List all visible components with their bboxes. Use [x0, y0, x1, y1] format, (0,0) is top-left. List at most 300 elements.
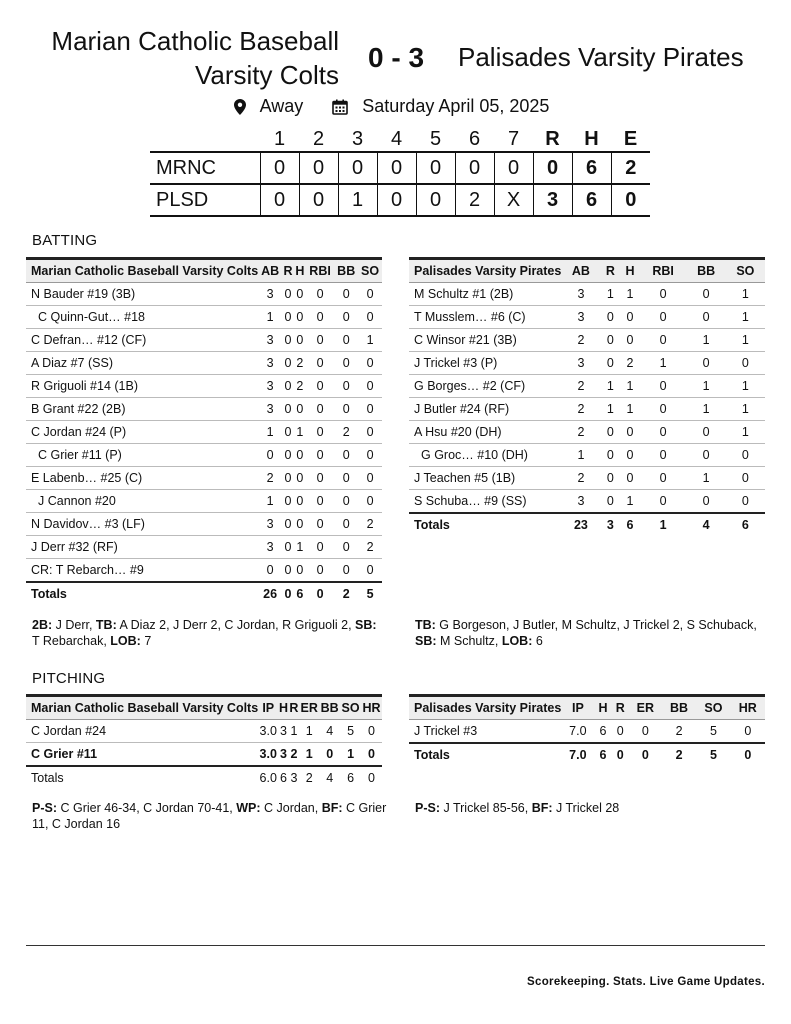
inning-score: 0	[377, 152, 416, 184]
inning-header: 1	[273, 128, 286, 150]
stat-value: 0	[358, 398, 382, 421]
stat-column-header: H	[278, 696, 288, 720]
stat-column-header: BB	[334, 259, 358, 283]
note-label: TB:	[415, 618, 436, 632]
player-name: J Trickel #3 (P)	[409, 352, 561, 375]
stat-value: 0	[294, 398, 306, 421]
stat-value: 0	[358, 352, 382, 375]
table-row	[26, 743, 382, 766]
stat-value: 2	[561, 329, 600, 352]
stat-column-header: H	[294, 259, 306, 283]
stat-value: 0	[687, 421, 726, 444]
stat-value: 1	[620, 375, 640, 398]
stat-value: 0	[601, 352, 621, 375]
table-row	[26, 398, 382, 421]
player-name: C Quinn-Gut… #18	[26, 306, 258, 329]
stat-value: 0	[282, 421, 294, 444]
stat-value: 0	[620, 329, 640, 352]
player-name: J Trickel #3	[409, 720, 561, 743]
stat-column-header: R	[282, 259, 294, 283]
away-pitching-table	[409, 694, 765, 766]
inning-header: 3	[351, 128, 364, 150]
stat-value: 1	[726, 421, 765, 444]
note-label: SB:	[355, 618, 377, 632]
stat-value: 2	[620, 352, 640, 375]
stat-value: 0	[306, 421, 334, 444]
table-row	[26, 421, 382, 444]
total-value: 7.0	[561, 743, 594, 766]
player-name: C Winsor #21 (3B)	[409, 329, 561, 352]
total-value: 2	[334, 582, 358, 605]
stat-value: 0	[334, 490, 358, 513]
stat-value: 3	[258, 513, 282, 536]
stat-value: 0	[282, 375, 294, 398]
stat-value: 1	[726, 329, 765, 352]
stat-value: 0	[294, 283, 306, 306]
stat-value: 0	[306, 467, 334, 490]
stat-value: 1	[620, 398, 640, 421]
stat-value: 0	[282, 352, 294, 375]
stat-value: 0	[334, 329, 358, 352]
total-value: 6	[294, 582, 306, 605]
stat-column-header: BB	[662, 696, 696, 720]
team-column-header: Palisades Varsity Pirates	[409, 696, 561, 720]
stat-value: 1	[726, 375, 765, 398]
stat-column-header: ER	[629, 696, 662, 720]
table-row	[26, 352, 382, 375]
stat-value: 0	[640, 467, 687, 490]
table-row	[26, 444, 382, 467]
note-label: 2B:	[32, 618, 53, 632]
player-name: C Jordan #24	[26, 720, 258, 743]
inning-score: 1	[338, 184, 377, 216]
stat-value: 0	[294, 467, 306, 490]
stat-value: 0	[306, 490, 334, 513]
stat-value: 0	[726, 467, 765, 490]
table-row	[26, 490, 382, 513]
stat-column-header: HR	[361, 696, 382, 720]
stat-value: 1	[258, 490, 282, 513]
stat-value: 3	[258, 375, 282, 398]
stat-value: 0	[282, 329, 294, 352]
linescore-row	[150, 152, 650, 184]
home-batting-notes	[32, 617, 382, 649]
total-value: 23	[561, 513, 600, 536]
stat-value: 0	[334, 536, 358, 559]
table-row	[26, 720, 382, 743]
stat-column-header: BB	[687, 259, 726, 283]
stat-value: 0	[334, 467, 358, 490]
stat-value: 0	[640, 375, 687, 398]
stat-value: 1	[258, 306, 282, 329]
linescore-total: 3	[533, 184, 572, 216]
stat-value: 7.0	[561, 720, 594, 743]
stat-value: 0	[640, 444, 687, 467]
note-text: C Jordan,	[260, 801, 322, 815]
total-value: 0	[612, 743, 629, 766]
stat-value: 0	[306, 306, 334, 329]
totals-label: Totals	[409, 513, 561, 536]
linescore-team: MRNC	[150, 152, 260, 184]
hits-header: H	[584, 128, 599, 150]
stat-value: 1	[687, 467, 726, 490]
stat-value: 2	[334, 421, 358, 444]
stat-column-header: AB	[561, 259, 600, 283]
stat-column-header: ER	[299, 696, 319, 720]
stat-value: 0	[334, 306, 358, 329]
inning-score: 2	[455, 184, 494, 216]
total-value: 0	[282, 582, 294, 605]
stat-value: 0	[294, 559, 306, 582]
inning-header: 6	[468, 128, 481, 150]
location: Away	[234, 96, 312, 117]
stat-value: 3	[561, 352, 600, 375]
inning-score: 0	[338, 152, 377, 184]
stat-value: 0	[620, 467, 640, 490]
player-name: S Schuba… #9 (SS)	[409, 490, 561, 513]
stat-value: 3	[561, 306, 600, 329]
player-name: J Cannon #20	[26, 490, 258, 513]
stats-header-row	[409, 259, 765, 283]
away-batting-table	[409, 257, 765, 536]
note-label: BF:	[531, 801, 553, 815]
total-value: 3	[289, 766, 299, 789]
stat-value: 0	[306, 283, 334, 306]
stat-column-header: R	[289, 696, 299, 720]
stat-value: 0	[601, 490, 621, 513]
stat-value: 0	[640, 398, 687, 421]
stat-value: 0	[358, 559, 382, 582]
location-pin-icon	[234, 99, 246, 115]
player-name: J Butler #24 (RF)	[409, 398, 561, 421]
stat-value: 0	[601, 306, 621, 329]
stat-value: 0	[334, 352, 358, 375]
stat-value: 0	[640, 329, 687, 352]
stat-value: 0	[334, 513, 358, 536]
stat-value: 2	[662, 720, 696, 743]
total-value: 1	[640, 513, 687, 536]
stat-value: 2	[561, 375, 600, 398]
stat-value: 0	[687, 306, 726, 329]
stat-value: 0	[620, 306, 640, 329]
player-name: A Diaz #7 (SS)	[26, 352, 258, 375]
away-batting-notes	[415, 617, 760, 649]
stats-header-row	[409, 696, 765, 720]
stat-value: 0	[620, 444, 640, 467]
player-name: C Grier #11 (P)	[26, 444, 258, 467]
stat-value: 0	[334, 283, 358, 306]
linescore-total: 0	[611, 184, 650, 216]
stat-value: 3	[561, 283, 600, 306]
footer-tagline: Scorekeeping. Stats. Live Game Updates.	[527, 976, 765, 988]
inning-score: 0	[260, 152, 299, 184]
inning-score: 0	[260, 184, 299, 216]
note-text: A Diaz 2, J Derr 2, C Jordan, R Griguoli 2,	[116, 618, 356, 632]
note-label: SB:	[415, 634, 437, 648]
linescore-total: 0	[533, 152, 572, 184]
inning-score: 0	[377, 184, 416, 216]
table-row	[409, 720, 765, 743]
stat-column-header: IP	[258, 696, 278, 720]
pitching-section-title: PITCHING	[32, 670, 106, 687]
note-text: C Grier 46-34, C Jordan 70-41,	[57, 801, 237, 815]
total-value: 0	[731, 743, 765, 766]
inning-header: 4	[390, 128, 403, 150]
stat-value: 0	[358, 306, 382, 329]
stat-value: 0	[358, 490, 382, 513]
stat-value: 3	[258, 536, 282, 559]
runs-header: R	[545, 128, 560, 150]
table-row	[26, 329, 382, 352]
table-row	[26, 375, 382, 398]
player-name: T Musslem… #6 (C)	[409, 306, 561, 329]
team-column-header: Palisades Varsity Pirates	[409, 259, 561, 283]
stat-value: 0	[640, 421, 687, 444]
stat-value: 1	[561, 444, 600, 467]
stat-value: 0	[687, 283, 726, 306]
total-value: 5	[696, 743, 730, 766]
stat-value: 0	[601, 421, 621, 444]
inning-score: 0	[416, 152, 455, 184]
total-value: 2	[662, 743, 696, 766]
note-label: WP:	[236, 801, 261, 815]
note-label: P-S:	[32, 801, 57, 815]
home-batting-table	[26, 257, 382, 605]
stat-value: 0	[612, 720, 629, 743]
stat-column-header: RBI	[640, 259, 687, 283]
stat-value: 2	[358, 513, 382, 536]
note-text: 6	[532, 634, 543, 648]
game-date: Saturday April 05, 2025	[332, 96, 557, 117]
total-value: 6	[594, 743, 611, 766]
linescore-team: PLSD	[150, 184, 260, 216]
totals-label: Totals	[409, 743, 561, 766]
table-row	[26, 306, 382, 329]
stat-value: 1	[601, 375, 621, 398]
total-value: 6	[340, 766, 361, 789]
stat-value: 0	[282, 536, 294, 559]
stat-value: 0	[282, 513, 294, 536]
stat-value: 4	[319, 720, 340, 743]
note-text: 7	[140, 634, 152, 648]
stat-value: 0	[687, 444, 726, 467]
stat-value: 1	[340, 743, 361, 766]
linescore-total: 6	[572, 152, 611, 184]
table-row	[409, 398, 765, 421]
player-name: A Hsu #20 (DH)	[409, 421, 561, 444]
total-value: 4	[687, 513, 726, 536]
stats-header-row	[26, 259, 382, 283]
stat-value: 0	[358, 283, 382, 306]
player-name: C Grier #11	[26, 743, 258, 766]
stat-value: 0	[306, 375, 334, 398]
stat-column-header: SO	[358, 259, 382, 283]
stat-value: 0	[334, 559, 358, 582]
stat-value: 1	[294, 421, 306, 444]
table-row	[26, 559, 382, 582]
player-name: N Davidov… #3 (LF)	[26, 513, 258, 536]
stat-value: 0	[282, 398, 294, 421]
batting-section-title: BATTING	[32, 232, 98, 249]
stat-value: 0	[640, 490, 687, 513]
stat-value: 1	[726, 283, 765, 306]
total-value: 4	[319, 766, 340, 789]
player-name: N Bauder #19 (3B)	[26, 283, 258, 306]
player-name: J Teachen #5 (1B)	[409, 467, 561, 490]
player-name: C Defran… #12 (CF)	[26, 329, 258, 352]
table-row	[409, 352, 765, 375]
home-pitching-table	[26, 694, 382, 789]
player-name: G Borges… #2 (CF)	[409, 375, 561, 398]
inning-score: X	[494, 184, 533, 216]
stat-value: 0	[601, 329, 621, 352]
stat-value: 3.0	[258, 720, 278, 743]
stat-value: 0	[726, 444, 765, 467]
stat-value: 2	[358, 536, 382, 559]
stat-value: 0	[282, 559, 294, 582]
game-meta	[0, 96, 791, 120]
note-text: C Grier 11, C Jordan 16	[32, 801, 387, 831]
stat-value: 2	[258, 467, 282, 490]
stat-column-header: BB	[319, 696, 340, 720]
stat-value: 0	[294, 513, 306, 536]
table-row	[26, 283, 382, 306]
total-value: 0	[361, 766, 382, 789]
stat-value: 1	[299, 743, 319, 766]
stat-value: 0	[358, 421, 382, 444]
stat-value: 1	[726, 306, 765, 329]
stat-value: 1	[258, 421, 282, 444]
stat-value: 3	[258, 283, 282, 306]
player-name: B Grant #22 (2B)	[26, 398, 258, 421]
stat-value: 0	[319, 743, 340, 766]
stat-value: 2	[561, 398, 600, 421]
stat-value: 3	[278, 743, 288, 766]
stat-value: 2	[561, 467, 600, 490]
stat-value: 0	[294, 329, 306, 352]
home-team-name: Marian Catholic Baseball Varsity Colts	[51, 26, 339, 90]
table-row	[409, 283, 765, 306]
stat-value: 0	[361, 720, 382, 743]
stat-value: 2	[294, 375, 306, 398]
stat-value: 0	[629, 720, 662, 743]
table-row	[26, 536, 382, 559]
stat-value: 0	[687, 490, 726, 513]
inning-score: 0	[455, 152, 494, 184]
stat-value: 1	[299, 720, 319, 743]
final-score: 0 - 3	[368, 42, 425, 73]
stat-value: 0	[282, 444, 294, 467]
table-row	[409, 444, 765, 467]
game-header	[0, 24, 791, 94]
table-row	[26, 467, 382, 490]
stat-value: 0	[306, 444, 334, 467]
stat-value: 6	[594, 720, 611, 743]
calendar-icon	[332, 99, 348, 115]
stat-value: 1	[358, 329, 382, 352]
errors-header: E	[623, 128, 638, 150]
away-team-name: Palisades Varsity Pirates	[458, 42, 744, 72]
stat-column-header: R	[612, 696, 629, 720]
stat-value: 1	[640, 352, 687, 375]
table-row	[409, 375, 765, 398]
linescore-total: 2	[611, 152, 650, 184]
total-value: 6	[620, 513, 640, 536]
stat-value: 0	[640, 283, 687, 306]
stat-value: 0	[282, 306, 294, 329]
total-value: 26	[258, 582, 282, 605]
stat-column-header: H	[594, 696, 611, 720]
note-label: P-S:	[415, 801, 440, 815]
stat-value: 2	[294, 352, 306, 375]
stat-column-header: AB	[258, 259, 282, 283]
stat-value: 1	[620, 490, 640, 513]
totals-row	[26, 582, 382, 605]
stat-value: 3	[258, 329, 282, 352]
stat-value: 0	[294, 444, 306, 467]
stat-value: 1	[687, 375, 726, 398]
note-label: LOB:	[110, 634, 141, 648]
stat-value: 0	[282, 467, 294, 490]
stat-value: 1	[289, 720, 299, 743]
stat-value: 5	[696, 720, 730, 743]
stat-value: 0	[358, 375, 382, 398]
stat-value: 3	[561, 490, 600, 513]
stat-value: 1	[687, 329, 726, 352]
team-column-header: Marian Catholic Baseball Varsity Colts	[26, 259, 258, 283]
totals-row	[409, 743, 765, 766]
home-pitching-notes	[32, 800, 387, 832]
totals-row	[409, 513, 765, 536]
player-name: G Groc… #10 (DH)	[409, 444, 561, 467]
player-name: R Griguoli #14 (1B)	[26, 375, 258, 398]
stat-value: 1	[620, 283, 640, 306]
stat-value: 0	[282, 490, 294, 513]
stat-value: 2	[561, 421, 600, 444]
total-value: 2	[299, 766, 319, 789]
table-row	[409, 467, 765, 490]
player-name: M Schultz #1 (2B)	[409, 283, 561, 306]
stat-value: 0	[258, 559, 282, 582]
stat-value: 1	[294, 536, 306, 559]
stat-value: 1	[726, 398, 765, 421]
linescore-table	[150, 128, 650, 217]
note-label: LOB:	[501, 634, 533, 648]
stat-value: 0	[358, 444, 382, 467]
stat-value: 0	[640, 306, 687, 329]
table-row	[409, 421, 765, 444]
stat-value: 0	[306, 398, 334, 421]
totals-row	[26, 766, 382, 789]
stats-header-row	[26, 696, 382, 720]
table-row	[409, 490, 765, 513]
player-name: J Derr #32 (RF)	[26, 536, 258, 559]
note-text: J Trickel 28	[552, 801, 620, 815]
note-label: TB:	[95, 618, 117, 632]
stat-value: 0	[358, 467, 382, 490]
stat-value: 3	[258, 352, 282, 375]
stat-column-header: SO	[726, 259, 765, 283]
inning-score: 0	[299, 184, 338, 216]
stat-value: 0	[258, 444, 282, 467]
player-name: C Jordan #24 (P)	[26, 421, 258, 444]
stat-value: 0	[726, 352, 765, 375]
stat-value: 0	[334, 398, 358, 421]
note-text: J Trickel 85-56,	[440, 801, 532, 815]
stat-value: 1	[687, 398, 726, 421]
stat-column-header: R	[601, 259, 621, 283]
stat-value: 1	[601, 398, 621, 421]
